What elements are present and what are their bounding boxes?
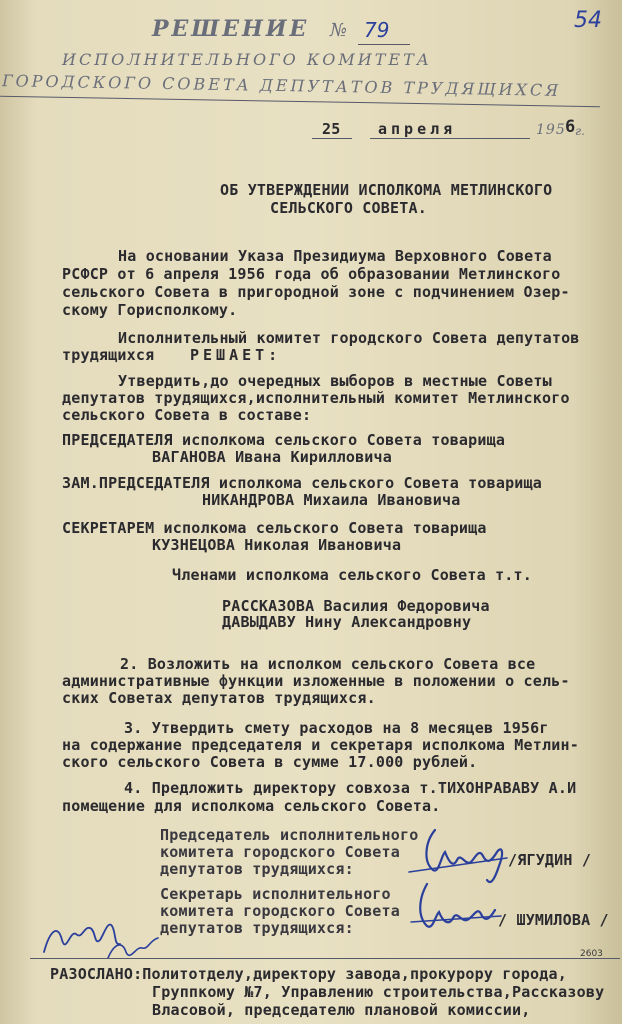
header-line-2: ГОРОДСКОГО СОВЕТА ДЕПУТАТОВ ТРУДЯЩИХСЯ [1, 71, 562, 100]
decides-line-1: Исполнительный комитет городского Совета депутатов [118, 329, 580, 347]
distribution-rule [30, 958, 620, 959]
header-line-1: ИСПОЛНИТЕЛЬНОГО КОМИТЕТА [62, 50, 432, 69]
deputy-name: НИКАНДРОВА Михаила Ивановича [202, 491, 461, 509]
chair-signature-line-1: Председатель исполнительного [160, 826, 419, 844]
preamble-line-2: РСФСР от 6 апреля 1956 года об образовании Метлинского [62, 265, 561, 283]
date-year-prefix: 195 [536, 122, 566, 138]
item4-line-1: 4. Предложить директору совхоза т.ТИХОНРАВАВУ А.И [124, 779, 577, 797]
number-underline [358, 44, 410, 45]
chair-signature-line-3: депутатов трудящихся: [160, 860, 354, 878]
chair-line: ПРЕДСЕДАТЕЛЯ исполкома сельского Совета товарища [62, 431, 506, 449]
deputy-line: ЗАМ.ПРЕДСЕДАТЕЛЯ исполкома сельского Совета товарища [62, 474, 542, 492]
members-line: Членами исполкома сельского Совета т.т. [172, 566, 532, 584]
secretary-signature-line-3: депутатов трудящихся: [160, 919, 354, 937]
item3-line-3: ского сельского Совета в сумме 17.000 рублей. [62, 753, 478, 771]
secretary-line: СЕКРЕТАРЕМ исполкома сельского Совета товарища [62, 519, 487, 537]
secretary-handwritten-signature [405, 876, 505, 946]
item3-line-2: на содержание председателя и секретаря исполкома Метлин- [62, 736, 579, 754]
date-year-digit: 6 [565, 117, 576, 137]
member-1: РАССКАЗОВА Василия Федоровича [222, 597, 490, 615]
item2-line-2: административные функции изложенные в положении о сель- [62, 672, 570, 690]
item2-line-1: 2. Возложить на исполком сельского Совета все [120, 655, 536, 673]
title-line-1: ОБ УТВЕРЖДЕНИИ ИСПОЛКОМА МЕТЛИНСКОГО [220, 181, 553, 199]
chair-signature-line-2: комитета городского Совета [160, 843, 400, 861]
header-title: РЕШЕНИЕ [152, 16, 310, 42]
chair-signature-name: /ЯГУДИН / [508, 851, 592, 869]
item1-line-3: сельского Совета в составе: [62, 406, 312, 424]
secretary-name: КУЗНЕЦОВА Николая Ивановича [152, 536, 402, 554]
item3-line-1: 3. Утвердить смету расходов на 8 месяцев 1956г [124, 719, 549, 737]
item4-line-2: помещение для исполкома сельского Совета. [62, 797, 441, 815]
item1-line-1: Утвердить,до очередных выборов в местные Советы [118, 372, 552, 390]
item1-line-2: депутатов трудящихся,исполнительный комитет Метлинского [62, 389, 570, 407]
chair-name: ВАГАНОВА Ивана Кирилловича [152, 448, 392, 466]
decides-keyword: РЕШАЕТ: [190, 346, 282, 364]
header-number: 79 [364, 18, 390, 42]
header-number-prefix: № [330, 20, 351, 41]
date-month-underline [370, 138, 530, 139]
date-day-underline [312, 138, 352, 139]
stamp-number: 2603 [580, 949, 603, 959]
date-month: апреля [378, 120, 457, 138]
secretary-signature-line-2: комитета городского Совета [160, 902, 400, 920]
preamble-line-4: скому Горисполкому. [62, 301, 238, 319]
secretary-signature-name: / ШУМИЛОВА / [498, 911, 609, 929]
decides-line-2: трудящихся [62, 346, 155, 364]
preamble-line-3: сельского Совета в пригородной зоне с подчинением Озер- [62, 283, 570, 301]
margin-handwritten-note [38, 900, 168, 970]
page-number: 54 [574, 8, 602, 33]
distribution-line-1: РАЗОСЛАНО:Политотделу,директору завода,прокурору города, [50, 965, 567, 983]
member-2: ДАВЫДАВУ Нину Александровну [222, 613, 472, 631]
item2-line-3: ских Советах депутатов трудящихся. [62, 689, 376, 707]
title-line-2: СЕЛЬСКОГО СОВЕТА. [270, 199, 427, 217]
distribution-line-3: Власовой, председателю плановой комиссии, [152, 1001, 531, 1019]
distribution-line-2: Группкому №7, Управлению строительства,Рассказову [152, 983, 605, 1001]
date-day: 25 [322, 120, 341, 138]
secretary-signature-line-1: Секретарь исполнительного [160, 885, 391, 903]
preamble-line-1: На основании Указа Президиума Верховного Совета [118, 247, 552, 265]
date-year-suffix: г. [575, 124, 585, 138]
